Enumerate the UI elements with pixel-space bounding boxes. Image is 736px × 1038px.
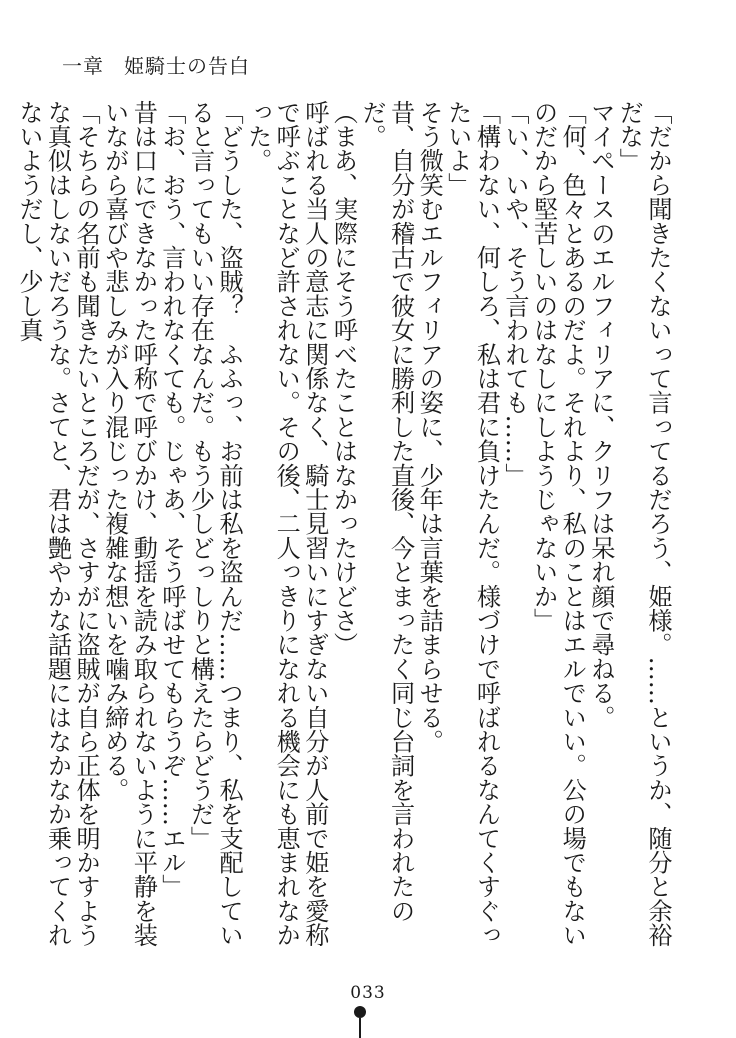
page-marker-line — [359, 1018, 361, 1038]
paragraph: 「何、色々とあるのだよ。それより、私のことはエルでいい。公の場でもないのだから堅苦しいのはなしにしようじゃないか」 — [529, 100, 587, 947]
chapter-header — [62, 50, 250, 79]
paragraph: 昔、自分が稽古で彼女に勝利した直後、今とまったく同じ台詞を言われたのだ。 — [358, 100, 415, 923]
paragraph: 「い、いや、そう言われても……」 — [501, 100, 530, 488]
paragraph: 「そちらの名前も聞きたいところだが、さすがに盗賊が自ら正体を明かすような真似はしないだろうな。さてと、君は艶やかな話題にはなかなか乗ってくれないようだし、少し真 — [14, 100, 101, 947]
paragraph: マイペースのエルフィリアに、クリフは呆れ顔で尋ねる。 — [586, 100, 615, 730]
paragraph: 「構わない、何しろ、私は君に負けたんだ。様づけで呼ばれるなんてくすぐったいよ」 — [443, 100, 501, 947]
paragraph: 呼ばれる当人の意志に関係なく、騎士見習いにすぎない自分が人前で姫を愛称で呼ぶことなど許されない。その後、二人っきりになれる機会にも恵まれなかった。 — [243, 100, 329, 947]
paragraph: （まあ、実際にそう呼べたことはなかったけどさ） — [329, 100, 358, 657]
paragraph: 「だから聞きたくないって言ってるだろう、姫様。……というか、随分と余裕だな」 — [615, 100, 672, 947]
paragraph: 「どうした、盗賊？ ふふっ、お前は私を盗んだ……つまり、私を支配していると言ってもいい存在なんだ。もう少しどっしりと構えたらどうだ」 — [186, 100, 244, 947]
page-marker-icon — [350, 1006, 370, 1038]
chapter-label: 一章 — [62, 54, 104, 78]
chapter-title: 姫騎士の告白 — [124, 54, 250, 78]
page-number: 033 — [350, 983, 386, 1003]
paragraph: 「お、おう、言われなくても。じゃあ、そう呼ばせてもらうぞ……エル」 — [157, 100, 186, 899]
paragraph: そう微笑むエルフィリアの姿に、少年は言葉を詰まらせる。 — [415, 100, 444, 754]
novel-body-text — [14, 100, 672, 960]
paragraph: 昔は口にできなかった呼称で呼びかけ、動揺を読み取られないように平静を装いながら喜びや悲しみが入り混じった複雑な想いを噛み締める。 — [100, 100, 158, 947]
page-marker-dot — [354, 1006, 366, 1018]
